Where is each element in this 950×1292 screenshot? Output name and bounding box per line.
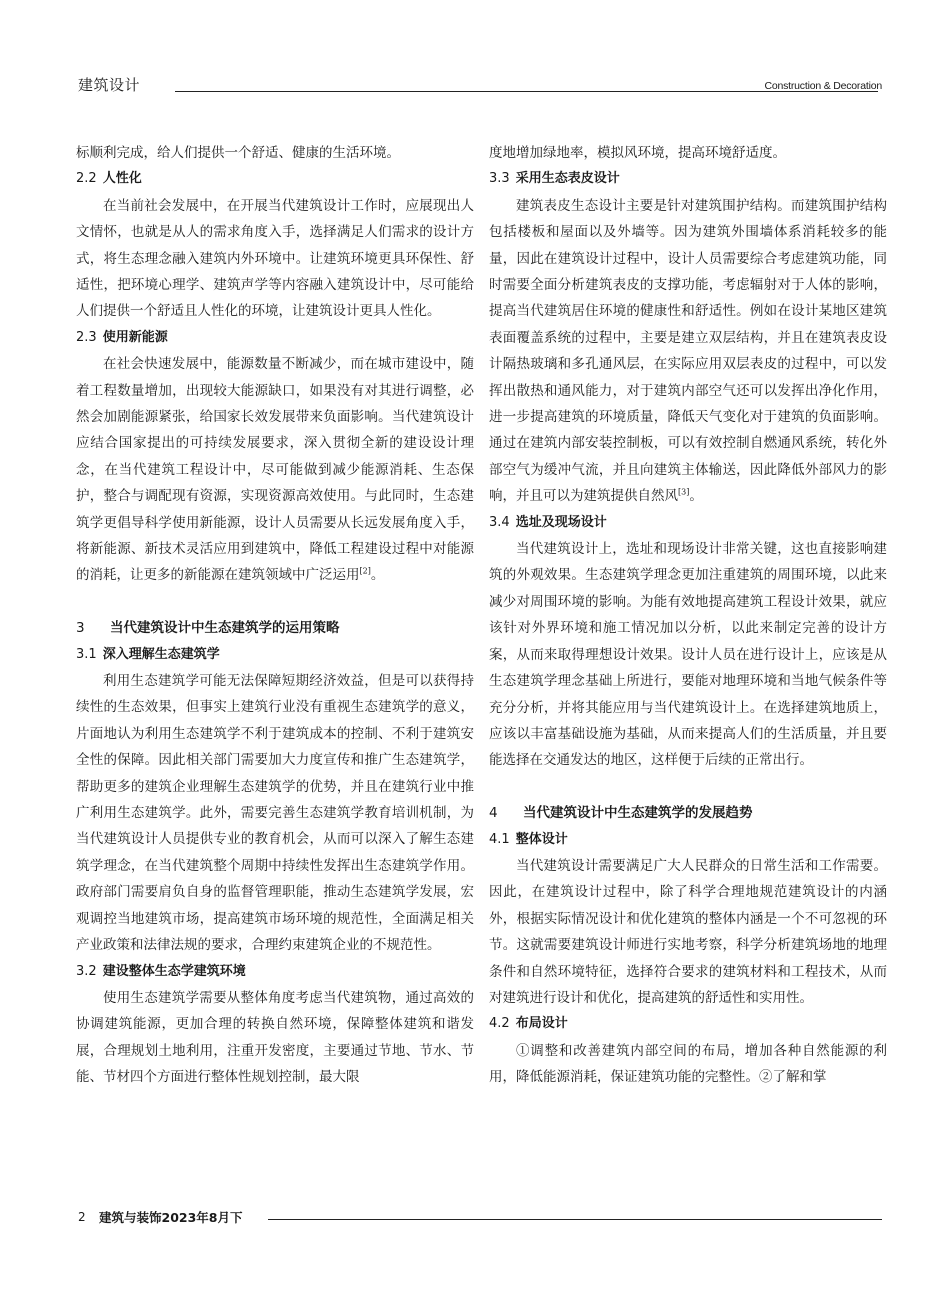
paragraph: 度地增加绿地率，模拟风环境，提高环境舒适度。 [489,145,786,161]
citation: [2] [359,566,371,576]
section-heading-3 [76,615,474,641]
paragraph: 当代建筑设计上，选址和现场设计非常关键，这也直接影响建筑的外观效果。生态建筑学理念更加注重建筑的周围环境，以此来减少对周围环境的影响。为能有效地提高建筑工程设计效果，就应该针对外界环境和施工情况加以分析，以此来制定完善的设计方案，从而来取得理想设计效果。设计人员在进行设计上，应该是从生态建筑学理念基础上所进行，要能对地理环境和当地气候条件等充分分析，并将其能应用与当代建筑设计上。在选择建筑地质上，应该以丰富基础设施为基础，从而来提高人们的生活质量，并且要能选择在交通发达的地区，这样便于后续的正常出行。 [489,541,887,769]
section-number: 2.3 [76,329,97,345]
section-title: 当代建筑设计中生态建筑学的发展趋势 [523,805,753,822]
section-title: 深入理解生态建筑学 [102,646,220,662]
paragraph-end: 。 [689,488,703,505]
page-number: 2 [78,1210,86,1224]
section-number: 3.1 [76,646,97,662]
section-label: 建筑设计 [78,76,141,94]
paragraph: 使用生态建筑学需要从整体角度考虑当代建筑物，通过高效的协调建筑能源，更加合理的转换自然环境，保障整体建筑和谐发展，合理规划土地利用，注重开发密度，主要通过节地、节水、节能、节材四个方面进行整体性规划控制，最大限 [76,989,474,1086]
section-heading-4-2 [489,1011,887,1037]
section-heading-3-3 [489,166,887,192]
paragraph: 在当前社会发展中，在开展当代建筑设计工作时，应展现出人文情怀，也就是从人的需求角度入手，选择满足人们需求的设计方式，将生态理念融入建筑内外环境中。让建筑环境更具环保性、舒适性，把环境心理学、建筑声学等内容融入建筑设计中，尽可能给人们提供一个舒适且人性化的环境，让建筑设计更具人性化。 [76,197,474,320]
section-number: 3.4 [489,514,510,530]
left-column [76,140,474,1091]
paragraph: 当代建筑设计需要满足广大人民群众的日常生活和工作需要。因此，在建筑设计过程中，除了科学合理地规范建筑设计的内涵外，根据实际情况设计和优化建筑的整体内涵是一个不可忽视的环节。这就需要建筑设计师进行实地考察，科学分析建筑场地的地理条件和自然环境特征，选择符合要求的建筑材料和工程技术，从而对建筑进行设计和优化，提高建筑的舒适性和实用性。 [489,857,887,1006]
journal-name-english: Construction & Decoration [764,80,882,92]
section-title: 使用新能源 [102,329,168,345]
section-title: 人性化 [102,171,142,187]
section-gap [489,774,887,800]
section-gap [76,589,474,615]
section-number: 4.1 [489,831,510,847]
paragraph-text: 建筑表皮生态设计主要是针对建筑围护结构。而建筑围护结构包括楼板和屋面以及外墙等。因为建筑外围墙体系消耗较多的能量，因此在建筑设计过程中，设计人员需要综合考虑建筑功能，同时需要全面分析建筑表皮的支撑功能，考虑辐射对于人体的影响，提高当代建筑居住环境的健康性和舒适性。例如在设计某地区建筑表面覆盖系统的过程中，主要是建立双层结构，并且在建筑表皮设计隔热玻璃和多孔通风层，在实际应用双层表皮的过程中，可以发挥出散热和通风能力，对于建筑内部空气还可以发挥出净化作用，进一步提高建筑的环境质量，降低天气变化对于建筑的负面影响。通过在建筑内部安装控制板，可以有效控制自燃通风系统，转化外部空气为缓冲气流，并且向建筑主体输送，因此降低外部风力的影响，并且可以为建筑提供自然风 [489,197,887,505]
paragraph-end: 。 [370,567,385,584]
section-heading-3-1 [76,642,474,668]
citation: [3] [678,487,690,497]
section-number: 2.2 [76,171,97,187]
section-heading-2-3 [76,325,474,351]
paragraph [489,193,887,510]
section-number: 3 [76,620,85,637]
section-title: 选址及现场设计 [515,514,607,530]
section-heading-4 [489,800,887,826]
section-title: 当代建筑设计中生态建筑学的运用策略 [110,620,340,637]
section-number: 3.2 [76,963,97,979]
section-heading-3-4 [489,510,887,536]
paragraph: ①调整和改善建筑内部空间的布局，增加各种自然能源的利用，降低能源消耗，保证建筑功能的完整性。②了解和掌 [489,1042,887,1086]
paragraph-text: 在社会快速发展中，能源数量不断减少，而在城市建设中，随着工程数量增加，出现较大能源缺口，如果没有对其进行调整，必然会加剧能源紧张，给国家长效发展带来负面影响。当代建筑设计应结合国家提出的可持续发展要求，深入贯彻全新的建设设计理念，在当代建筑工程设计中，尽可能做到减少能源消耗、生态保护，整合与调配现有资源，实现资源高效使用。与此同时，生态建筑学更倡导科学使用新能源，设计人员需要从长远发展角度入手，将新能源、新技术灵活应用到建筑中，降低工程建设过程中对能源的消耗，让更多的新能源在建筑领域中广泛运用 [76,356,474,584]
right-column [489,140,887,1091]
journal-issue: 建筑与装饰2023年8月下 [99,1210,243,1225]
paragraph: 标顺利完成，给人们提供一个舒适、健康的生活环境。 [76,145,400,161]
section-title: 建设整体生态学建筑环境 [102,963,246,979]
section-heading-3-2 [76,959,474,985]
section-number: 4 [489,805,498,822]
section-title: 整体设计 [515,831,568,847]
section-title: 采用生态表皮设计 [515,171,620,187]
section-number: 4.2 [489,1016,510,1032]
section-title: 布局设计 [515,1016,568,1032]
section-heading-2-2 [76,166,474,192]
section-number: 3.3 [489,171,510,187]
paragraph [76,351,474,589]
section-heading-4-1 [489,827,887,853]
footer-rule [268,1219,882,1220]
paragraph: 利用生态建筑学可能无法保障短期经济效益，但是可以获得持续性的生态效果，但事实上建筑行业没有重视生态建筑学的意义，片面地认为利用生态建筑学不利于建筑成本的控制、不利于建筑安全性的保障。因此相关部门需要加大力度宣传和推广生态建筑学，帮助更多的建筑企业理解生态建筑学的优势，并且在建筑行业中推广利用生态建筑学。此外，需要完善生态建筑学教育培训机制，为当代建筑设计人员提供专业的教育机会，从而可以深入了解生态建筑学理念，在当代建筑整个周期中持续性发挥出生态建筑学作用。政府部门需要肩负自身的监督管理职能，推动生态建筑学发展，宏观调控当地建筑市场，提高建筑市场环境的规范性，全面满足相关产业政策和法律法规的要求，合理约束建筑企业的不规范性。 [76,673,474,954]
